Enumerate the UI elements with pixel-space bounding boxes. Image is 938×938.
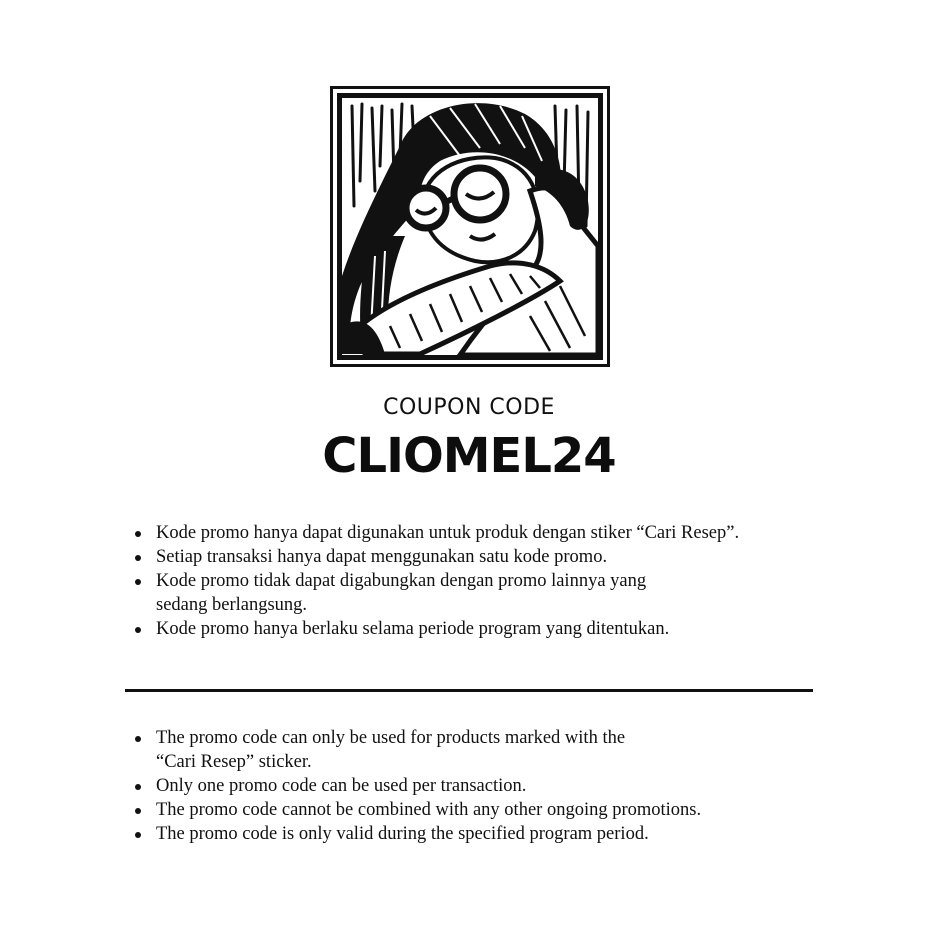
list-item [132,822,832,846]
list-item-text-continued: sedang berlangsung. [156,595,308,615]
woodcut-portrait-icon [330,86,610,367]
section-divider [125,689,813,692]
list-item-text: Kode promo hanya berlaku selama periode program yang ditentukan. [156,619,670,639]
list-item [132,545,832,569]
list-item-text: The promo code cannot be combined with any other ongoing promotions. [156,800,702,820]
list-item [132,774,832,798]
list-item-text-continued: “Cari Resep” sticker. [156,752,312,772]
coupon-code-value[interactable]: CLIOMEL24 [322,428,616,484]
list-item-text: Setiap transaksi hanya dapat menggunakan satu kode promo. [156,547,608,567]
list-item-text: Only one promo code can be used per transaction. [156,776,527,796]
list-item-text: Kode promo tidak dapat digabungkan dengan promo lainnya yang [156,571,647,591]
list-item-text: The promo code is only valid during the specified program period. [156,824,649,844]
list-item [132,726,832,774]
list-item [132,798,832,822]
list-item [132,569,832,617]
list-item-text: Kode promo hanya dapat digunakan untuk produk dengan stiker “Cari Resep”. [156,523,740,543]
coupon-code-label: COUPON CODE [383,395,555,420]
terms-list-indonesian [132,521,832,641]
list-item [132,521,832,545]
list-item-text: The promo code can only be used for products marked with the [156,728,626,748]
terms-list-english [132,726,832,846]
list-item [132,617,832,641]
